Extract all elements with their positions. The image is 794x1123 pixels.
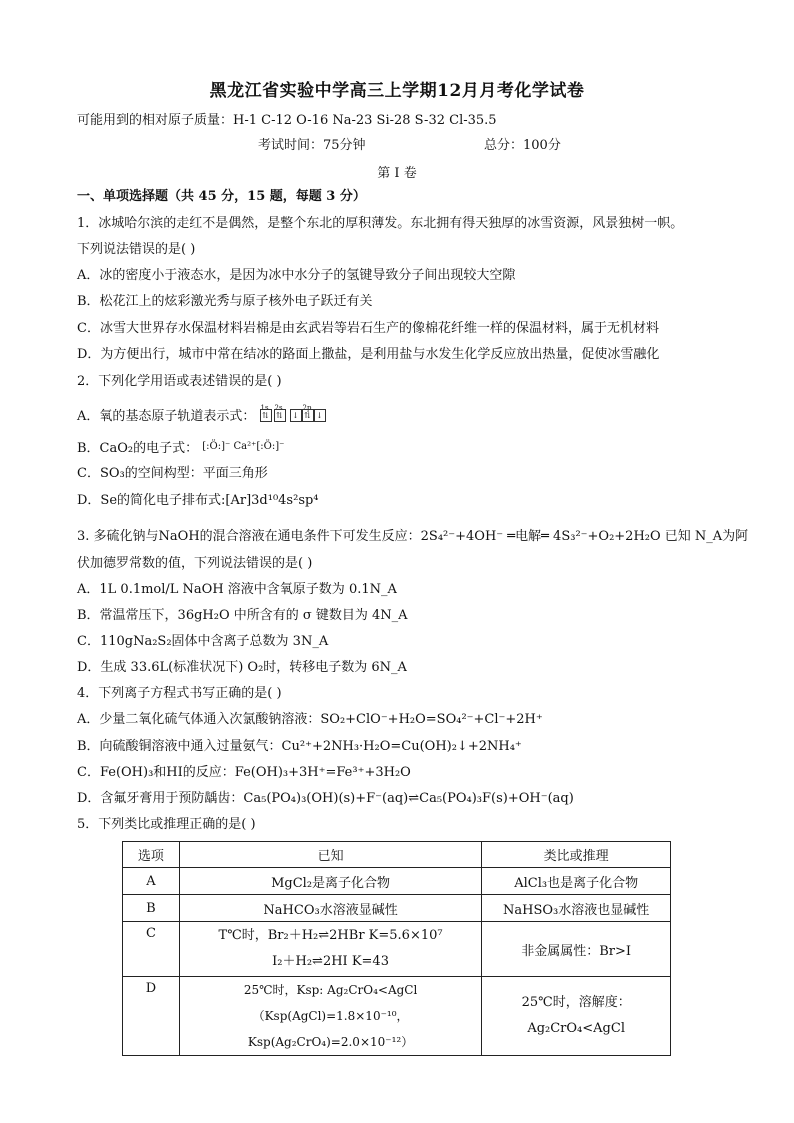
electron-formula: [:Ö:]⁻ Ca²⁺[:Ö:]⁻ [202,441,285,452]
table-row [123,977,671,1056]
q1-option-b: B．松花江上的炫彩激光秀与原子核外电子跃迁有关 [77,294,373,309]
q4-option-d: D．含氟牙膏用于预防龋齿：Ca₅(PO₄)₃(OH)(s)+F⁻(aq)⇌Ca₅(PO₄)₃F(s)+OH⁻(aq) [77,791,574,806]
q4-option-c: C．Fe(OH)₃和HI的反应：Fe(OH)₃+3H⁺=Fe³⁺+3H₂O [77,765,411,780]
orbital-label-2p: 2p [302,404,312,412]
table-header-cell: 选项 [123,842,180,868]
atomic-masses-line: 可能用到的相对原子质量：H-1 C-12 O-16 Na-23 Si-28 S-32 Cl-35.5 [77,113,497,128]
total-score: 总分：100分 [484,138,561,153]
q3-option-c: C．110gNa₂S₂固体中含离子总数为 3N_A [77,634,329,649]
q2-option-a-text: A．氧的基态原子轨道表示式： [77,409,256,424]
table-cell-line: T℃时，Br₂＋H₂⇌2HBr K=5.6×10⁷ [218,928,443,943]
table-cell-option: C [123,922,180,977]
orbital-box-icon: ↓ [290,409,302,422]
q2-stem: 2．下列化学用语或表述错误的是( ) [77,374,282,389]
table-cell-line: Ag₂CrO₄<AgCl [527,1021,625,1036]
q2-option-b [77,437,284,459]
q5-stem: 5．下列类比或推理正确的是( ) [77,817,256,832]
orbital-box-icon: ⇅ [260,409,272,422]
table-cell-known [179,922,481,977]
exam-time: 考试时间：75分钟 [258,138,366,153]
q4-option-a: A．少量二氧化硫气体通入次氯酸钠溶液：SO₂+ClO⁻+H₂O=SO₄²⁻+Cl⁻+2H⁺ [77,712,543,727]
q2-option-a [77,404,328,427]
page-title: 黑龙江省实验中学高三上学期12月月考化学试卷 [209,81,585,101]
q2-option-c: C．SO₃的空间构型：平面三角形 [77,466,268,481]
table-cell-option: A [123,868,180,895]
table-header-cell: 类比或推理 [482,842,671,868]
q1-option-a: A．冰的密度小于液态水，是因为冰中水分子的氢键导致分子间出现较大空隙 [77,268,516,283]
table-row [123,895,671,922]
table-cell-known: NaHCO₃水溶液显碱性 [179,895,481,922]
q1-stem-line-2: 下列说法错误的是( ) [77,242,196,257]
table-header-row [123,842,671,868]
q3-option-a: A．1L 0.1mol/L NaOH 溶液中含氧原子数为 0.1N_A [77,582,397,597]
table-cell-line: （Ksp(AgCl)=1.8×10⁻¹⁰，Ksp(Ag₂CrO₄)=2.0×10⁻¹²） [247,1009,414,1049]
volume-label: 第 I 卷 [377,166,417,181]
q3-option-d: D．生成 33.6L(标准状况下) O₂时，转移电子数为 6N_A [77,660,407,675]
orbital-diagram [260,404,328,423]
table-cell-inference: AlCl₃也是离子化合物 [482,868,671,895]
q3-option-b: B．常温常压下，36gH₂O 中所含有的 σ 键数目为 4N_A [77,608,408,623]
orbital-box-icon: ↓ [314,409,326,422]
table-cell-inference: NaHSO₃水溶液也显碱性 [482,895,671,922]
table-row [123,868,671,895]
table-cell-line: 25℃时，Ksp: Ag₂CrO₄<AgCl [243,983,418,997]
orbital-box-icon: ⇅ [302,409,314,422]
q1-option-d: D．为方便出行，城市中常在结冰的路面上撒盐，是利用盐与水发生化学反应放出热量，促使冰雪融化 [77,347,660,362]
q1-stem-line-1: 1．冰城哈尔滨的走红不是偶然，是整个东北的厚积薄发。东北拥有得天独厚的冰雪资源，风景独树一帜。 [77,216,684,231]
table-cell-line: 25℃时，溶解度： [521,995,631,1010]
table-row [123,922,671,977]
q3-stem-line-1: 3. 多硫化钠与NaOH的混合溶液在通电条件下可发生反应：2S₄²⁻+4OH⁻ ═电解═ 4S₃²⁻+O₂+2H₂O 已知 N_A为阿 [77,529,749,544]
table-cell-inference [482,977,671,1056]
orbital-box-icon: ⇅ [274,409,286,422]
q2-option-b-text: B．CaO₂的电子式： [77,441,199,456]
q4-option-b: B．向硫酸铜溶液中通入过量氨气：Cu²⁺+2NH₃·H₂O=Cu(OH)₂↓+2NH₄⁺ [77,739,522,754]
table-cell-inference: 非金属属性：Br>I [482,922,671,977]
q4-stem: 4．下列离子方程式书写正确的是( ) [77,686,282,701]
q1-option-c: C．冰雪大世界存水保温材料岩棉是由玄武岩等岩石生产的像棉花纤维一样的保温材料，属于无机材料 [77,321,659,336]
q2-option-d: D．Se的简化电子排布式:[Ar]3d¹⁰4s²sp⁴ [77,493,319,508]
q5-table [122,841,671,1056]
table-cell-line: I₂＋H₂⇌2HI K=43 [272,954,389,969]
table-cell-known: MgCl₂是离子化合物 [179,868,481,895]
section-heading: 一、单项选择题（共 45 分，15 题，每题 3 分） [77,189,366,204]
q3-stem-line-2: 伏加德罗常数的值，下列说法错误的是( ) [77,556,313,571]
orbital-label-1s: 1s [260,404,269,412]
orbital-label-2s: 2s [274,404,283,412]
table-cell-known [179,977,481,1056]
table-cell-option: D [123,977,180,1056]
table-cell-option: B [123,895,180,922]
table-header-cell: 已知 [179,842,481,868]
